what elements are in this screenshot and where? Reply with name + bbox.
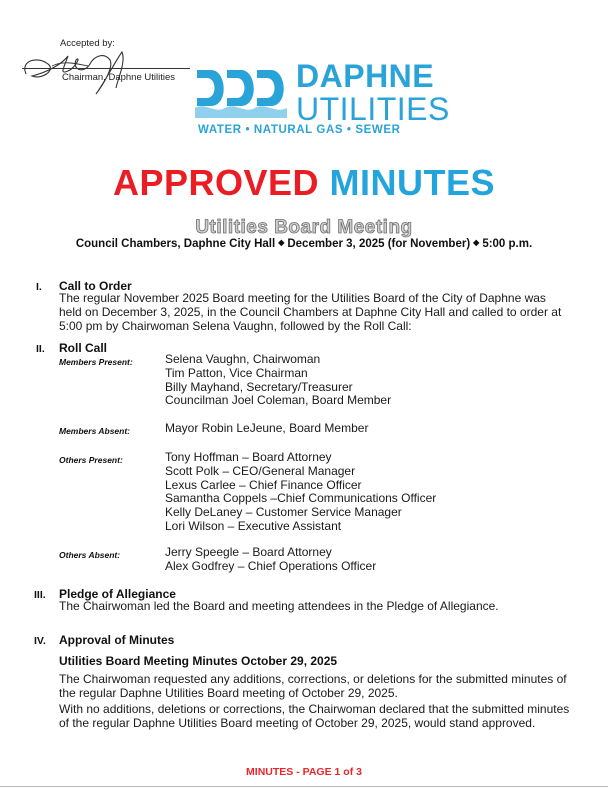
daphne-utilities-logo-icon	[195, 58, 295, 120]
list-item: Mayor Robin LeJeune, Board Member	[165, 421, 369, 435]
list-item: Kelly DeLaney – Customer Service Manager	[165, 505, 402, 520]
others-present-label: Others Present:	[59, 455, 123, 465]
list-item: Tim Patton, Vice Chairman	[165, 365, 308, 380]
list-item: Tony Hoffman – Board Attorney	[165, 450, 332, 464]
section-4-paragraph-1: The Chairwoman requested any additions, corrections, or deletions for the submitted minutes of the regular Daphne Utilities Board meeting of October 29, 2025.	[59, 672, 567, 700]
meeting-time: 5:00 p.m.	[482, 238, 533, 250]
others-absent-list	[165, 546, 376, 574]
list-item: Scott Polk – CEO/General Manager	[165, 463, 356, 478]
list-item: Selena Vaughn, Chairwoman	[165, 352, 321, 366]
logo-name-line2: UTILITIES	[296, 91, 450, 127]
section-4-title: Approval of Minutes	[59, 633, 175, 647]
meeting-location-line	[0, 238, 608, 250]
list-item: Samantha Coppels –Chief Communications Officer	[165, 491, 437, 506]
section-3-text: The Chairwoman led the Board and meeting attendees in the Pledge of Allegiance.	[59, 599, 499, 613]
separator-diamond: ◆	[473, 238, 480, 247]
meeting-subtitle: Utilities Board Meeting	[195, 217, 413, 238]
list-item: Jerry Speegle – Board Attorney	[165, 545, 332, 559]
list-item: Lori Wilson – Executive Assistant	[165, 518, 342, 533]
section-2-number: II.	[36, 343, 45, 355]
section-2-title: Roll Call	[59, 341, 108, 355]
others-present-list	[165, 451, 436, 534]
members-absent-list	[165, 422, 368, 436]
section-1-number: I.	[36, 281, 42, 293]
others-absent-label: Others Absent:	[59, 550, 121, 560]
list-item: Alex Godfrey – Chief Operations Officer	[165, 558, 377, 573]
section-4-paragraph-2: With no additions, deletions or corrections, the Chairwoman declared that the submitted minutes of the regular Daphne Utilities Board meeting of October 29, 2025, would stand approved.	[59, 702, 570, 730]
logo-tagline: WATER • NATURAL GAS • SEWER	[198, 124, 401, 136]
list-item: Councilman Joel Coleman, Board Member	[165, 393, 392, 408]
members-absent-label: Members Absent:	[59, 426, 131, 436]
signature-caption: Chairman, Daphne Utilities	[62, 72, 175, 83]
section-4-number: IV.	[34, 635, 46, 647]
bottom-rule	[0, 786, 608, 787]
section-3-number: III.	[34, 589, 46, 601]
page-footer: MINUTES - PAGE 1 of 3	[246, 766, 362, 778]
list-item: Lexus Carlee – Chief Finance Officer	[165, 477, 362, 492]
section-4-subheading: Utilities Board Meeting Minutes October 29, 2025	[59, 654, 338, 668]
section-1-text: The regular November 2025 Board meeting for the Utilities Board of the City of Daphne was held on December 3, 2025, in the Council Chambers at Daphne City Hall and called to order at 5:00 pm by Chairwoman Selena Vaughn, followed by the Roll Call:	[59, 291, 562, 333]
separator-diamond: ◆	[278, 238, 285, 247]
logo-wordmark	[296, 60, 450, 125]
section-3-title: Pledge of Allegiance	[59, 587, 176, 601]
title-approved: APPROVED	[112, 162, 320, 203]
signature-line	[22, 68, 190, 69]
members-present-label: Members Present:	[59, 357, 133, 367]
meeting-place: Council Chambers, Daphne City Hall	[75, 238, 276, 250]
accepted-by-label: Accepted by:	[60, 38, 115, 49]
members-present-list	[165, 353, 391, 408]
document-title	[0, 162, 608, 204]
title-minutes: MINUTES	[329, 162, 496, 203]
section-1-title: Call to Order	[59, 279, 132, 293]
meeting-date: December 3, 2025 (for November)	[287, 238, 471, 250]
list-item: Billy Mayhand, Secretary/Treasurer	[165, 379, 353, 394]
logo-name-line1: DAPHNE	[296, 58, 435, 94]
